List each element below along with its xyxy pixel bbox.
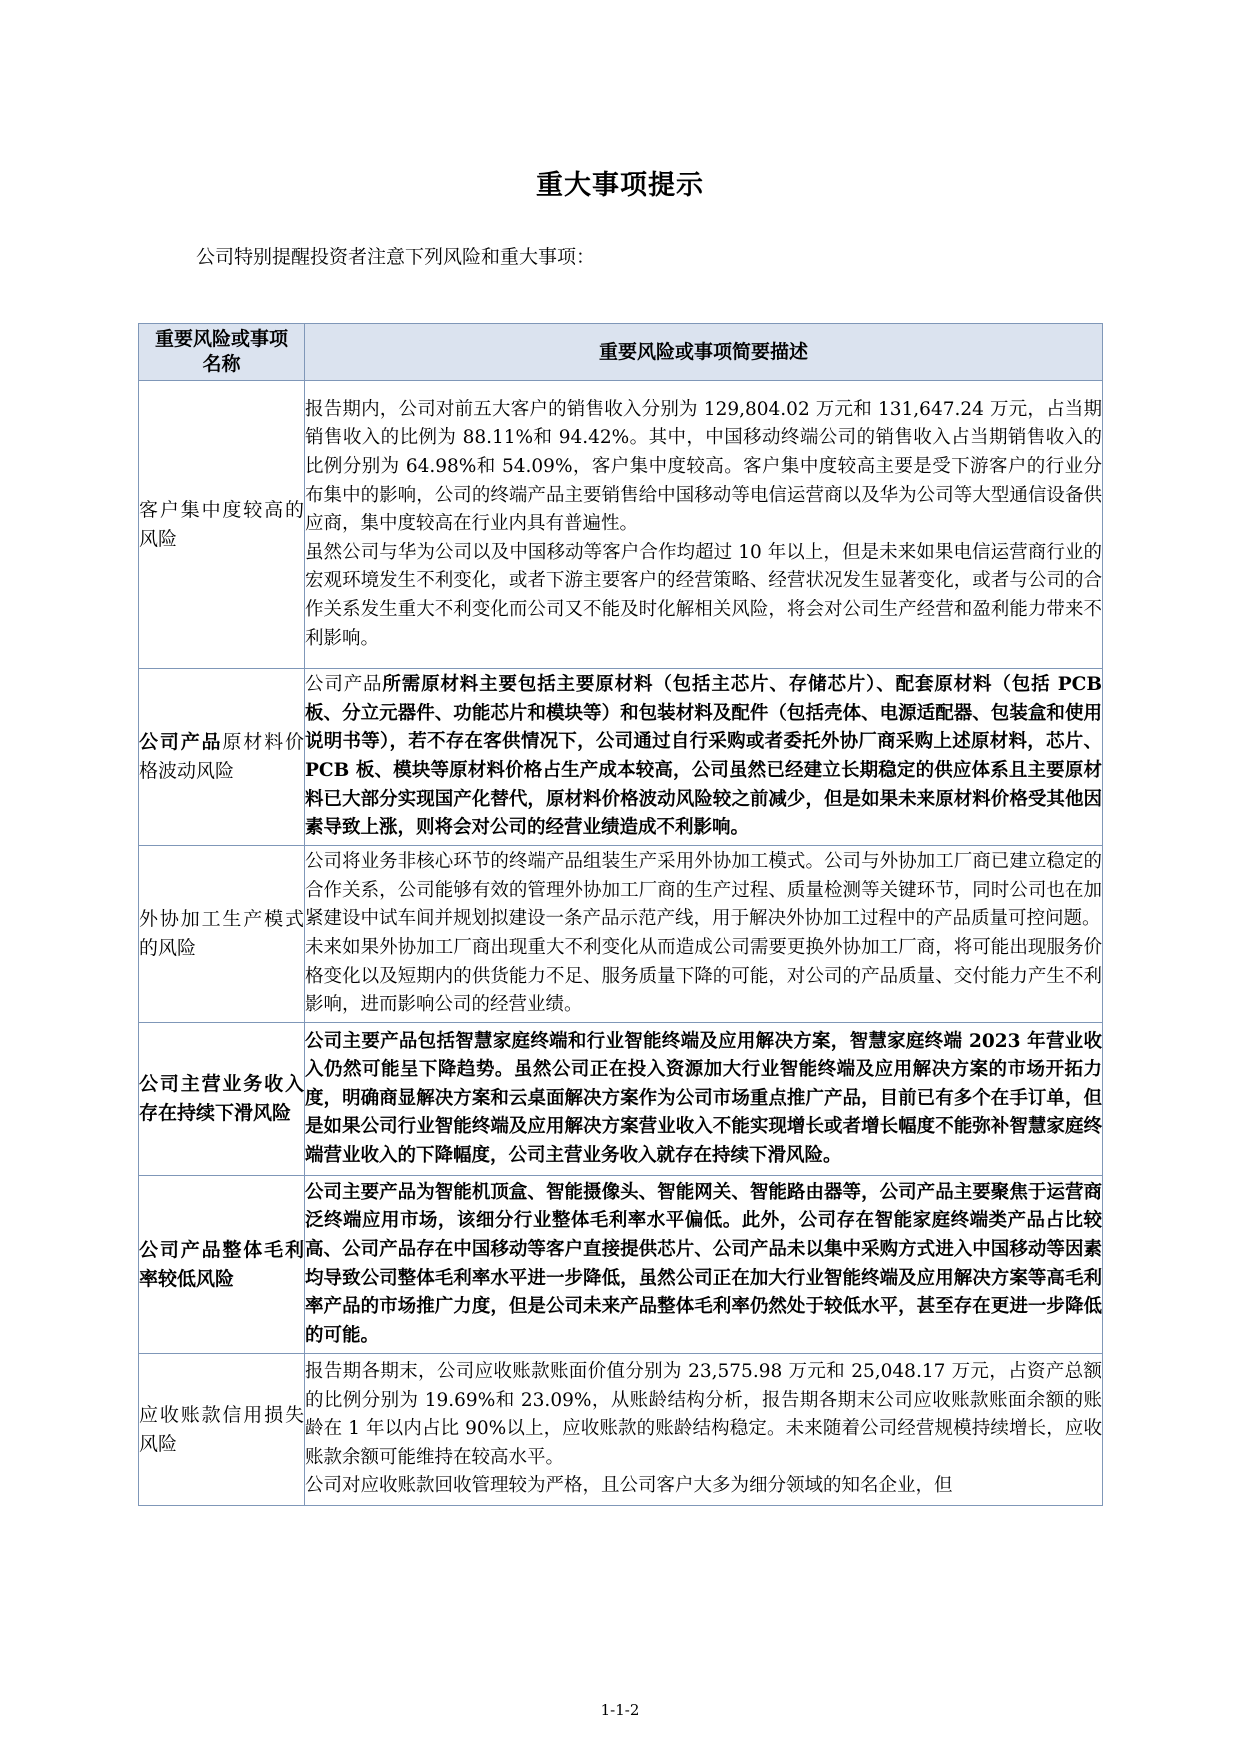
- risk-description-paragraph: 公司主要产品为智能机顶盒、智能摄像头、智能网关、智能路由器等，公司产品主要聚焦于运营商泛终端应用市场，该细分行业整体毛利率水平偏低。此外，公司存在智能家庭终端类产品占比较高、公司产品存在中国移动等客户直接提供芯片、公司产品未以集中采购方式进入中国移动等因素均导致公司整体毛利率水平进一步降低，虽然公司正在加大行业智能终端及应用解决方案等高毛利率产品的市场推广力度，但是公司未来产品整体毛利率仍然处于较低水平，甚至存在更进一步降低的可能。: [305, 1181, 1102, 1346]
- table-row: [139, 846, 1103, 1023]
- table-header-row: [139, 324, 1103, 381]
- risk-description-paragraph: 报告期内，公司对前五大客户的销售收入分别为 129,804.02 万元和 131,647.24 万元，占当期销售收入的比例为 88.11%和 94.42%。其中，中国移动终端公司的销售收入占当期销售收入的比例分别为 64.98%和 54.09%，客户集中度较高。客户集中度较高主要是受下游客户的行业分布集中的影响，公司的终端产品主要销售给中国移动等电信运营商以及华为公司等大型通信设备供应商，集中度较高在行业内具有普遍性。: [305, 398, 1102, 535]
- risk-description: [305, 1354, 1103, 1506]
- table-row: [139, 381, 1103, 669]
- risk-description: [305, 846, 1103, 1023]
- risk-description-plain: 公司产品: [305, 674, 383, 696]
- risk-name-rest: 原材料价格波动风险: [139, 731, 304, 782]
- risk-description: [305, 1023, 1103, 1176]
- page-number: 1-1-2: [600, 1701, 640, 1719]
- risk-description-paragraph: 公司对应收账款回收管理较为严格，且公司客户大多为细分领域的知名企业，但: [305, 1475, 953, 1497]
- risk-name: 公司产品整体毛利率较低风险: [139, 1176, 305, 1354]
- risk-name: 应收账款信用损失风险: [139, 1354, 305, 1506]
- risk-description-paragraph: 公司将业务非核心环节的终端产品组装生产采用外协加工模式。公司与外协加工厂商已建立稳定的合作关系，公司能够有效的管理外协加工厂商的生产过程、质量检测等关键环节，同时公司也在加紧建设中试车间并规划拟建设一条产品示范产线，用于解决外协加工过程中的产品质量可控问题。: [305, 851, 1102, 930]
- table-row: [139, 1023, 1103, 1176]
- header-risk-description: 重要风险或事项简要描述: [305, 324, 1103, 381]
- risk-description: [305, 1176, 1103, 1354]
- intro-text: 公司特别提醒投资者注意下列风险和重大事项：: [196, 246, 596, 268]
- table-row: [139, 669, 1103, 846]
- table-row: [139, 1176, 1103, 1354]
- risk-description: [305, 381, 1103, 669]
- risk-name: [139, 669, 305, 846]
- table-row: [139, 1354, 1103, 1506]
- risk-name: 客户集中度较高的风险: [139, 381, 305, 669]
- risk-name: 外协加工生产模式的风险: [139, 846, 305, 1023]
- risk-description-paragraph: 未来如果外协加工厂商出现重大不利变化从而造成公司需要更换外协加工厂商，将可能出现服务价格变化以及短期内的供货能力不足、服务质量下降的可能，对公司的产品质量、交付能力产生不利影响，进而影响公司的经营业绩。: [305, 937, 1102, 1016]
- page-title: 重大事项提示: [536, 170, 704, 201]
- risk-description-paragraph: 虽然公司与华为公司以及中国移动等客户合作均超过 10 年以上，但是未来如果电信运营商行业的宏观环境发生不利变化，或者下游主要客户的经营策略、经营状况发生显著变化，或者与公司的合作关系发生重大不利变化而公司又不能及时化解相关风险，将会对公司生产经营和盈利能力带来不利影响。: [305, 541, 1102, 649]
- header-risk-name: 重要风险或事项名称: [139, 324, 305, 381]
- risk-description: [305, 669, 1103, 846]
- risk-name: 公司主营业务收入存在持续下滑风险: [139, 1023, 305, 1176]
- risk-description-bold: 所需原材料主要包括主要原材料（包括主芯片、存储芯片）、配套原材料（包括 PCB 板、分立元器件、功能芯片和模块等）和包装材料及配件（包括壳体、电源适配器、包装盒和使用说明书等），若不存在客供情况下，公司通过自行采购或者委托外协厂商采购上述原材料，芯片、PCB 板、模块等原材料价格占生产成本较高，公司虽然已经建立长期稳定的供应体系且主要原材料已大部分实现国产化替代，原材料价格波动风险较之前减少，但是如果未来原材料价格受其他因素导致上涨，则将会对公司的经营业绩造成不利影响。: [305, 674, 1102, 839]
- risk-description-paragraph: [305, 671, 1102, 843]
- risk-description-paragraph: 公司主要产品包括智慧家庭终端和行业智能终端及应用解决方案，智慧家庭终端 2023 年营业收入仍然可能呈下降趋势。虽然公司正在投入资源加大行业智能终端及应用解决方案的市场开拓力度，明确商显解决方案和云桌面解决方案作为公司市场重点推广产品，目前已有多个在手订单，但是如果公司行业智能终端及应用解决方案营业收入不能实现增长或者增长幅度不能弥补智慧家庭终端营业收入的下降幅度，公司主营业务收入就存在持续下滑风险。: [305, 1030, 1102, 1166]
- risk-table: [138, 323, 1103, 1506]
- risk-description-paragraph: 报告期各期末，公司应收账款账面价值分别为 23,575.98 万元和 25,048.17 万元，占资产总额的比例分别为 19.69%和 23.09%，从账龄结构分析，报告期各期末公司应收账款账面余额的账龄在 1 年以内占比 90%以上，应收账款的账龄结构稳定。未来随着公司经营规模持续增长，应收账款余额可能维持在较高水平。: [305, 1361, 1102, 1468]
- risk-name-bold-part: 公司产品: [139, 731, 223, 753]
